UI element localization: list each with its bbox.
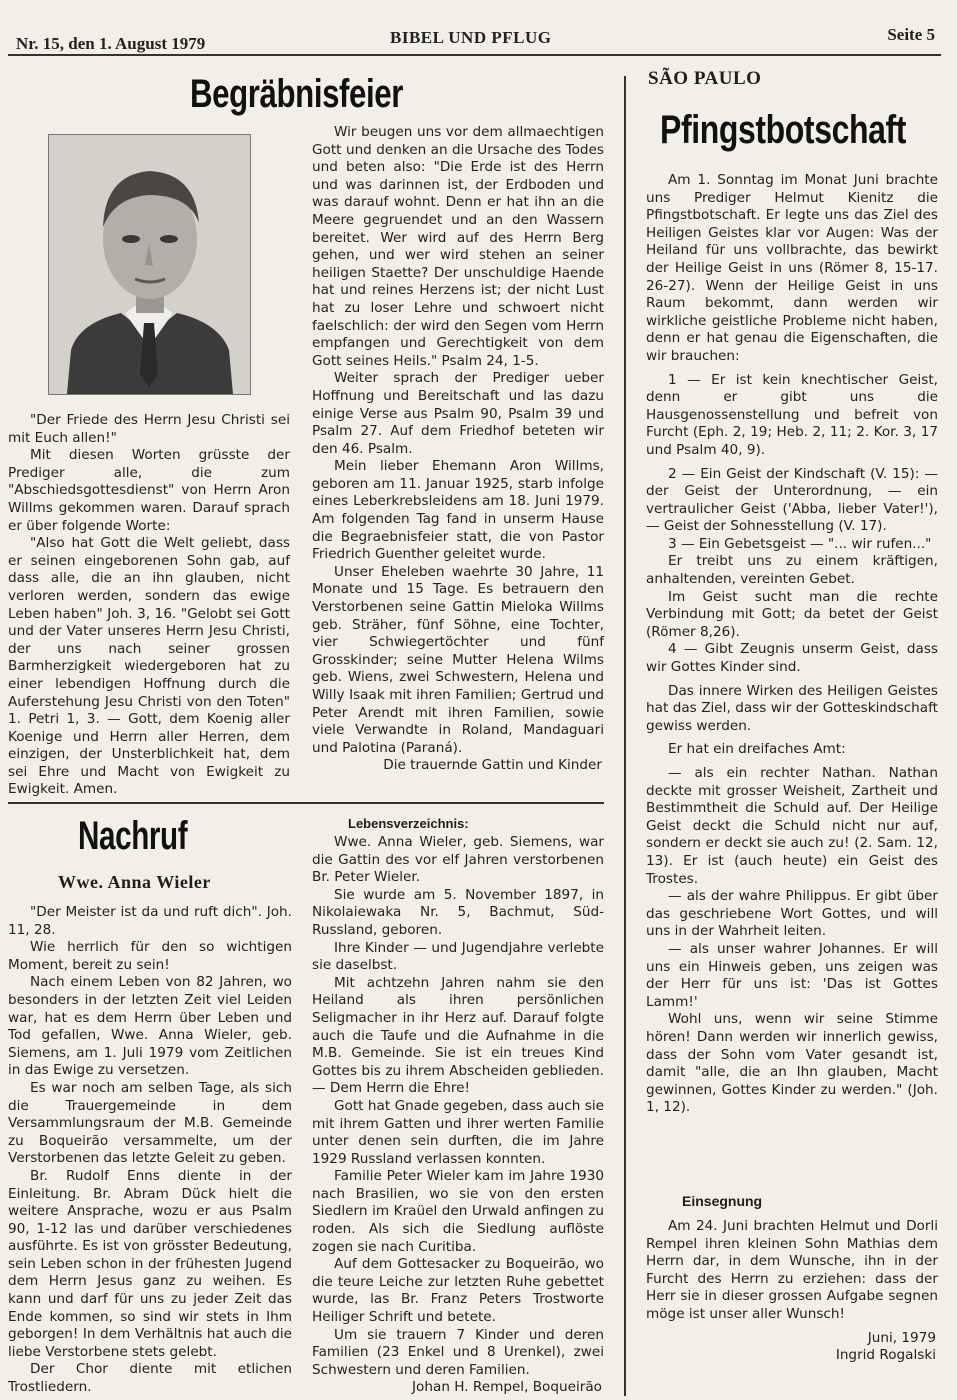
funeral-headline: Begräbnisfeier: [190, 72, 404, 116]
pentecost-paragraph: — als ein rechter Nathan. Nathan deckte mit grosser Weisheit, Zartheit und Bestimmtheit die Schuld auf. Der Heilige Geist deckt die Schuld nicht nur auf, sondern er deckt sie auch zu! (2. Sam. 12, 13). Er ist (auch heute) ein Geist des Trostes.: [646, 765, 938, 887]
funeral-right-paragraph: Weiter sprach der Prediger ueber Hoffnung und Bereitschaft und las dazu einige Verse aus Psalm 90, Psalm 39 und Psalm 27. Auf dem Friedhof beteten wir den 46. Psalm.: [312, 370, 604, 457]
obituary-left-paragraph: Nach einem Leben von 82 Jahren, wo besonders in der letzten Zeit viel Leiden war, hat es dem Herrn über Leben und Tod gefallen, Wwe. Anna Wieler, geb. Siemens, am 1. Juli 1979 vom Zeitlichen in das Ewige zu versetzen.: [8, 974, 292, 1079]
funeral-text-right: [312, 124, 604, 775]
section-rule: [8, 802, 604, 804]
pentecost-paragraph: — als unser wahrer Johannes. Er will uns ein Hinweis geben, uns zeigen was der Herr für uns ist: 'Das ist Gottes Lamm!': [646, 940, 938, 1010]
pentecost-headline: Pfingstbotschaft: [660, 108, 907, 152]
pentecost-paragraph: Er hat ein dreifaches Amt:: [668, 741, 846, 758]
consecration-heading: Einsegnung: [682, 1193, 763, 1209]
pentecost-paragraph: Im Geist sucht man die rechte Verbindung mit Gott; da betet der Geist (Römer 8,26).: [646, 588, 938, 640]
obituary-right-paragraph: Mit achtzehn Jahren nahm sie den Heiland als ihren persönlichen Seligmacher in ihr Herz auf. Darauf folgte auch die Taufe und die Aufnahme in die M.B. Gemeinde. Sie ist ein treues Kind Gottes bis zu ihrem Abscheiden geblieden. — Dem Herrn die Ehre!: [312, 974, 604, 1097]
obituary-text-left: [8, 904, 292, 1397]
obituary-right-paragraph: Auf dem Gottesacker zu Boqueirão, wo die teure Leiche zur letzten Ruhe gebettet wurde, las Br. Franz Peters Trostworte Heiliger Schrift und betete.: [312, 1256, 604, 1326]
pentecost-paragraph: 3 — Ein Gebetsgeist — "... wir rufen...": [668, 535, 932, 552]
funeral-right-paragraph: Wir beugen uns vor dem allmaechtigen Gott und denken an die Ursache des Todes und beten also: "Die Erde ist des Herrn und was darinnen ist, der Erdboden und was darauf wohnt. Denn er hat ihn an die Meere gegruendet und an den Wassern bereitet. Wer wird auf des Herrn Berg gehen, und wer wird stehen an seiner heiligen Staette? Der unschuldige Haende hat und reines Herzens ist; der nicht Lust hat zu loser Lehre und schwoert nicht faelschlich: der wird den Segen vom Herrn empfangen und Gerechtigkeit von dem Gott seines Heils." Psalm 24, 1-5.: [312, 124, 604, 369]
consecration-paragraph: Am 24. Juni brachten Helmut und Dorli Rempel ihren kleinen Sohn Mathias dem Herrn dar, in dem Wunsche, ihn in der Furcht des Herrn zu erziehen: dass der Herr sie in dieser grossen Aufgabe segnen möge ist unser aller Wunsch!: [646, 1218, 938, 1322]
pentecost-paragraph: 2 — Ein Geist der Kindschaft (V. 15): — der Geist der Unterordnung, — ein vertraulicher Geist ('Abba, lieber Vater!'), — Geist der Sohnesstellung (V. 17).: [646, 465, 938, 535]
obituary-right-paragraph: Ihre Kinder — und Jugendjahre verlebte sie daselbst.: [312, 939, 604, 974]
obituary-left-paragraph: Es war noch am selben Tage, als sich die Trauergemeinde in dem Versammlungsraum der M.B. Gemeinde zu Boqueirão versammelte, um der Verstorbenen das letzte Geleit zu geben.: [8, 1079, 292, 1167]
funeral-text-left: [8, 412, 290, 799]
pentecost-paragraph: — als der wahre Philippus. Er gibt über das geschriebene Wort Gottes, und will uns in der Wahrheit leiten.: [646, 888, 938, 940]
funeral-left-paragraph: "Der Friede des Herrn Jesu Christi sei mit Euch allen!": [8, 412, 290, 446]
cv-heading: Lebensverzeichnis:: [348, 816, 469, 831]
page-number: Seite 5: [887, 25, 935, 44]
masthead-rule: [8, 54, 941, 56]
obituary-headline: Nachruf: [78, 814, 188, 858]
obituary-right-paragraph: Um sie trauern 7 Kinder und deren Familien (23 Enkel und 8 Urenkel), zwei Schwestern und deren Familien.: [312, 1326, 604, 1378]
consecration-text: [646, 1218, 938, 1365]
location-kicker: SÃO PAULO: [648, 68, 762, 89]
obituary-subtitle: Wwe. Anna Wieler: [58, 872, 211, 892]
funeral-left-paragraph: "Also hat Gott die Welt geliebt, dass er seinen eingeborenen Sohn gab, auf dass alle, die an ihn glauben, nicht verloren werden, sondern das ewige Leben haben" Joh. 3, 16. "Gelobt sei Gott und der Vater unseres Herrn Jesu Christi, der uns nach seiner grossen Barmherzigkeit wiedergeboren hat zu einer lebendigen Hoffnung durch die Auferstehung Jesu Christi von den Toten" 1. Petri 1, 3. — Gott, dem Koenig aller Koenige und Herrn aller Herren, dem einzigen, der Unsterblichkeit hat, dem sei Ehre und Macht von Ewigkeit zu Ewigkeit. Amen.: [8, 535, 290, 798]
obituary-left-paragraph: "Der Meister ist da und ruft dich". Joh. 11, 28.: [8, 904, 292, 938]
pentecost-paragraph: Er treibt uns zu einem kräftigen, anhaltenden, vereinten Gebet.: [646, 553, 938, 588]
obituary-signature: Johan H. Rempel, Boqueirão: [412, 1379, 602, 1396]
obituary-left-paragraph: Der Chor diente mit etlichen Trostliedern.: [8, 1361, 292, 1396]
obituary-right-paragraph: Familie Peter Wieler kam im Jahre 1930 nach Brasilien, wo sie von den ersten Siedlern im Kraüel den Urwald anfingen zu roden. Als sich die Siedlung auflöste zogen sie nach Curitiba.: [312, 1168, 604, 1255]
consecration-date: Juni, 1979: [867, 1329, 936, 1346]
funeral-right-paragraph: Mein lieber Ehemann Aron Willms, geboren am 11. Januar 1925, starb infolge eines Leberkrebsleidens am 18. Juni 1979. Am folgenden Tag fand in unserm Hause die Begraebnisfeier statt, die von Pastor Friedrich Guenther geleitet wurde.: [312, 458, 604, 563]
funeral-left-paragraph: Mit diesen Worten grüsste der Prediger alle, die zum "Abschiedsgottesdienst" von Herrn Aron Willms gekommen waren. Darauf sprach er über folgende Worte:: [8, 447, 290, 534]
obituary-text-right: [312, 834, 604, 1397]
consecration-author: Ingrid Rogalski: [835, 1347, 936, 1364]
funeral-signature: Die trauernde Gattin und Kinder: [383, 757, 602, 774]
pentecost-paragraph: Am 1. Sonntag im Monat Juni brachte uns Prediger Helmut Kienitz die Pfingstbotschaft. Er legte uns das Ziel des Heiligen Geistes klar vor Augen: Was der Heiland für uns vollbrachte, das bewirkt der Heilige Geist in uns (Römer 8, 15-17. 26-27). Wenn der Heilige Geist in uns Raum bekommt, dann werden wir wirkliche geistliche Probleme nicht haben, denn er hat genau die Eigenschaften, die wir brauchen:: [646, 172, 938, 364]
funeral-right-paragraph: Unser Eheleben waehrte 30 Jahre, 11 Monate und 15 Tage. Es betrauern den Verstorbenen seine Gattin Mieloka Willms geb. Sträher, fünf Söhne, eine Tochter, vier Schwiegertöchter und fünf Grosskinder; seine Mutter Helena Wilms geb. Wiens, zwei Schwestern, Helena und Willy Isaak mit ihren Familien; Gertrud und Peter Arendt mit ihren Familien, sowie viele Verwandte in Roland, Mandaguari und Palotina (Paraná).: [312, 563, 604, 756]
newspaper-name: BIBEL UND PFLUG: [390, 28, 552, 47]
obituary-left-paragraph: Br. Rudolf Enns diente in der Einleitung. Br. Abram Dück hielt die weitere Ansprache, wozu er aus Psalm 90, 1-12 las und darüber verschiedenes ausführte. Es ist von grösster Bedeutung, sein Leben schon in der frühesten Jugend dem Herrn Jesus ganz zu weihen. Es kann und darf für uns zu jeder Zeit das Ende kommen, so sind wir stets in Ihm geborgen! In dem Verhältnis hat auch die liebe Verstorbene stets gelebt.: [8, 1167, 292, 1360]
issue-date: Nr. 15, den 1. August 1979: [16, 34, 206, 53]
obituary-right-paragraph: Sie wurde am 5. November 1897, in Nikolaiewaka Nr. 5, Bachmut, Süd-Russland, geboren.: [312, 886, 604, 938]
pentecost-paragraph: 1 — Er ist kein knechtischer Geist, denn er gibt uns die Hausgenossenstellung und befreit von Furcht (Eph. 2, 19; Heb. 2, 11; 2. Kor. 3, 17 und Psalm 40, 9).: [646, 371, 938, 458]
obituary-right-paragraph: Wwe. Anna Wieler, geb. Siemens, war die Gattin des vor elf Jahren verstorbenen Br. Peter Wieler.: [312, 834, 604, 886]
pentecost-paragraph: Wohl uns, wenn wir seine Stimme hören! Dann werden wir innerlich gewiss, dass der Sohn vom Vater gesandt ist, damit "alle, die an Ihn glauben, Macht gewinnen, Gottes Kinder zu werden." (Joh. 1, 12).: [646, 1011, 938, 1116]
portrait-photo: [48, 134, 251, 395]
obituary-left-paragraph: Wie herrlich für den so wichtigen Moment, bereit zu sein!: [8, 939, 292, 973]
pentecost-paragraph: 4 — Gibt Zeugnis unserm Geist, dass wir Gottes Kinder sind.: [646, 641, 938, 676]
obituary-right-paragraph: Gott hat Gnade gegeben, dass auch sie mit ihrem Gatten und ihrer werten Familie unter denen sein durften, die im Jahre 1929 Russland verlassen konnten.: [312, 1097, 604, 1167]
pentecost-paragraph: Das innere Wirken des Heiligen Geistes hat das Ziel, dass wir der Gotteskindschaft gewiss werden.: [646, 682, 938, 734]
portrait-illustration: [49, 135, 250, 394]
column-rule: [624, 76, 626, 1396]
pentecost-text: [646, 172, 938, 1117]
